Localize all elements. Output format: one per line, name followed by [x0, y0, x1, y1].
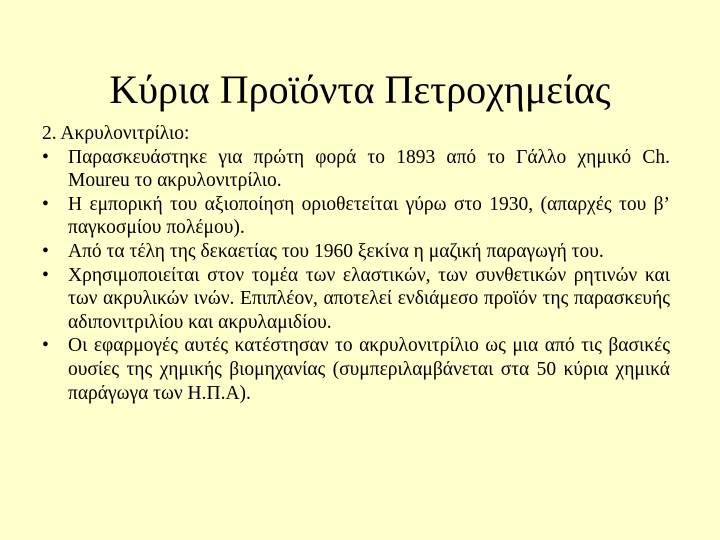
bullet-item-5 [42, 334, 670, 405]
bullet-item-2 [42, 193, 670, 240]
slide-title: Κύρια Προϊόντα Πετροχημείας [109, 67, 611, 112]
slide-body [42, 122, 670, 405]
bullet-text-3: Από τα τέλη της δεκαετίας του 1960 ξεκίνα η μαζική παραγωγή του. [68, 240, 604, 262]
bullet-list [42, 146, 670, 406]
bullet-text-2: Η εμπορική του αξιοποίηση οριοθετείται γύρω στο 1930, (απαρχές του β’ παγκοσμίου πολέμου). [68, 193, 670, 239]
bullet-marker: • [42, 240, 49, 262]
bullet-text-5: Οι εφαρμογές αυτές κατέστησαν το ακρυλονιτρίλιο ως μια από τις βασικές ουσίες της χημικής βιομηχανίας (συμπεριλαμβάνεται στα 50 κύρια χημικά παράγωγα των Η.Π.Α). [68, 335, 670, 404]
section-subheading: 2. Ακρυλονιτρίλιο: [42, 123, 190, 144]
bullet-marker: • [42, 335, 49, 357]
bullet-marker: • [42, 146, 49, 168]
bullet-text-4: Χρησιμοποιείται στον τομέα των ελαστικών, των συνθετικών ρητινών και των ακρυλικών ινών. Επιπλέον, αποτελεί ενδιάμεσο προϊόν της παρασκευής αδιπονιτριλίου και ακρυλαμιδίου. [68, 264, 670, 333]
bullet-marker: • [42, 193, 49, 215]
bullet-item-1 [42, 146, 670, 193]
bullet-item-3 [42, 240, 670, 264]
bullet-marker: • [42, 264, 49, 286]
bullet-item-4 [42, 264, 670, 335]
bullet-text-1: Παρασκευάστηκε για πρώτη φορά το 1893 από το Γάλλο χημικό Ch. Moureu το ακρυλονιτρίλιο. [68, 146, 670, 192]
